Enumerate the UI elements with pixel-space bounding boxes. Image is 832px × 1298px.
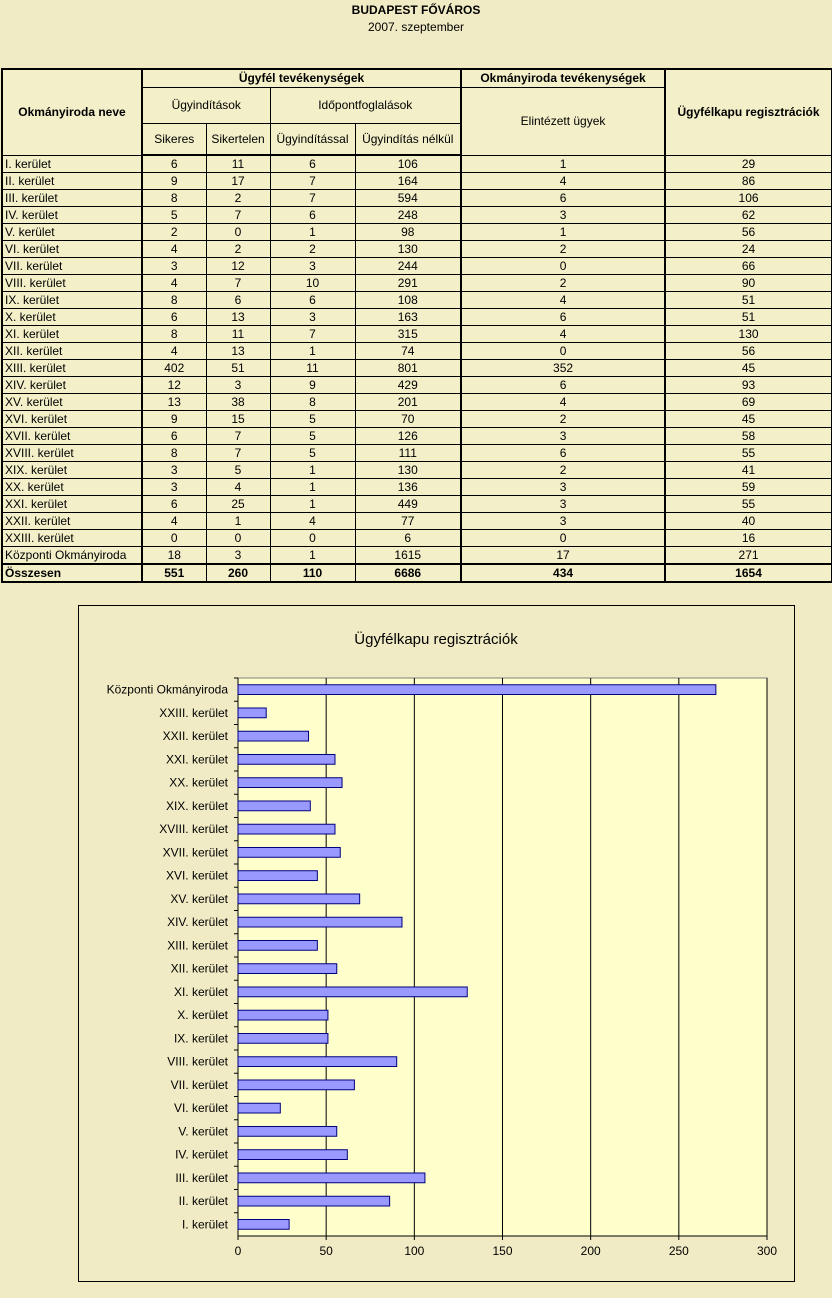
y-tick-label: XV. kerület <box>170 891 228 906</box>
table-cell: 8 <box>142 190 206 207</box>
table-cell: 315 <box>355 326 461 343</box>
table-cell: 136 <box>355 479 461 496</box>
y-tick-label: V. kerület <box>178 1124 228 1139</box>
table-cell: 4 <box>270 513 355 530</box>
table-cell: 51 <box>206 360 270 377</box>
x-tick-label: 100 <box>404 1244 425 1258</box>
table-cell: 5 <box>270 445 355 462</box>
table-cell: 66 <box>665 258 832 275</box>
header-office-activities: Okmányiroda tevékenységek <box>461 69 665 87</box>
table-cell: 1 <box>270 547 355 565</box>
table-cell: 9 <box>142 411 206 428</box>
table-cell: 801 <box>355 360 461 377</box>
bar <box>238 894 360 904</box>
table-cell: 9 <box>142 173 206 190</box>
table-row <box>2 360 832 377</box>
table-cell: 7 <box>206 275 270 292</box>
row-name-cell: XVIII. kerület <box>2 445 142 462</box>
table-cell: 86 <box>665 173 832 190</box>
table-cell: 13 <box>206 343 270 360</box>
table-cell: 7 <box>270 190 355 207</box>
row-name-cell: Összesen <box>2 564 142 582</box>
table-cell: 6 <box>270 155 355 173</box>
x-tick-label: 150 <box>492 1244 513 1258</box>
table-cell: 248 <box>355 207 461 224</box>
table-cell: 1654 <box>665 564 832 582</box>
header-unsuccessful: Sikertelen <box>206 123 270 155</box>
table-cell: 449 <box>355 496 461 513</box>
table-cell: 41 <box>665 462 832 479</box>
bar <box>238 824 335 834</box>
x-tick-label: 200 <box>580 1244 601 1258</box>
table-cell: 51 <box>665 292 832 309</box>
table-cell: 17 <box>461 547 665 565</box>
table-cell: 6 <box>142 428 206 445</box>
chart-container <box>78 605 795 1282</box>
table-cell: 6 <box>461 377 665 394</box>
table-cell: 3 <box>142 462 206 479</box>
header-appointments: Időpontfoglalások <box>270 87 461 123</box>
y-tick-label: XI. kerület <box>173 984 228 999</box>
row-name-cell: XXI. kerület <box>2 496 142 513</box>
table-cell: 7 <box>206 445 270 462</box>
table-cell: 3 <box>206 377 270 394</box>
table-cell: 12 <box>142 377 206 394</box>
table-row <box>2 326 832 343</box>
table-cell: 1 <box>461 224 665 241</box>
table-cell: 402 <box>142 360 206 377</box>
table-cell: 551 <box>142 564 206 582</box>
row-name-cell: II. kerület <box>2 173 142 190</box>
bar <box>238 801 310 811</box>
table-cell: 434 <box>461 564 665 582</box>
table-cell: 6 <box>461 445 665 462</box>
bar <box>238 871 317 881</box>
bar <box>238 1057 397 1067</box>
table-cell: 70 <box>355 411 461 428</box>
table-cell: 2 <box>206 241 270 258</box>
bar <box>238 1080 354 1090</box>
table-cell: 106 <box>665 190 832 207</box>
table-cell: 108 <box>355 292 461 309</box>
bar <box>238 847 340 857</box>
bar-chart <box>79 606 794 1281</box>
y-tick-label: XX. kerület <box>169 775 228 790</box>
table-cell: 1 <box>206 513 270 530</box>
y-tick-label: XII. kerület <box>170 961 228 976</box>
header-initiations: Ügyindítások <box>142 87 270 123</box>
table-cell: 0 <box>142 530 206 547</box>
header-successful: Sikeres <box>142 123 206 155</box>
table-cell: 6 <box>461 309 665 326</box>
bar <box>238 917 402 927</box>
table-row <box>2 241 832 258</box>
row-name-cell: XIX. kerület <box>2 462 142 479</box>
row-name-cell: VII. kerület <box>2 258 142 275</box>
table-cell: 0 <box>270 530 355 547</box>
table-cell: 11 <box>206 326 270 343</box>
table-row <box>2 496 832 513</box>
table-cell: 1615 <box>355 547 461 565</box>
table-row <box>2 292 832 309</box>
table-cell: 5 <box>142 207 206 224</box>
table-cell: 90 <box>665 275 832 292</box>
table-cell: 352 <box>461 360 665 377</box>
table-cell: 0 <box>461 530 665 547</box>
table-cell: 18 <box>142 547 206 565</box>
table-cell: 51 <box>665 309 832 326</box>
table-row <box>2 155 832 173</box>
header-with-initiation: Ügyindítással <box>270 123 355 155</box>
table-row <box>2 343 832 360</box>
table-cell: 429 <box>355 377 461 394</box>
table-cell: 25 <box>206 496 270 513</box>
table-body <box>2 155 832 582</box>
table-cell: 2 <box>461 411 665 428</box>
bar <box>238 1150 347 1160</box>
y-tick-label: XXII. kerület <box>162 729 228 744</box>
y-tick-label: XIII. kerület <box>167 938 228 953</box>
table-cell: 13 <box>206 309 270 326</box>
row-name-cell: XV. kerület <box>2 394 142 411</box>
table-cell: 45 <box>665 360 832 377</box>
x-tick-label: 300 <box>756 1244 778 1258</box>
table-cell: 5 <box>270 428 355 445</box>
table-cell: 93 <box>665 377 832 394</box>
y-tick-label: IV. kerület <box>175 1147 228 1162</box>
y-tick-label: I. kerület <box>181 1217 228 1232</box>
y-tick-label: II. kerület <box>178 1194 228 1209</box>
table-row <box>2 462 832 479</box>
table-cell: 4 <box>461 292 665 309</box>
y-tick-label: Központi Okmányiroda <box>106 682 228 697</box>
table-cell: 7 <box>206 207 270 224</box>
row-name-cell: XI. kerület <box>2 326 142 343</box>
table-cell: 4 <box>142 343 206 360</box>
table-cell: 3 <box>142 479 206 496</box>
y-tick-label: X. kerület <box>177 1008 228 1023</box>
table-row <box>2 190 832 207</box>
table-cell: 4 <box>461 173 665 190</box>
row-name-cell: VI. kerület <box>2 241 142 258</box>
table-cell: 55 <box>665 445 832 462</box>
y-tick-label: XXI. kerület <box>165 752 228 767</box>
y-tick-label: III. kerület <box>175 1170 228 1185</box>
table-row <box>2 445 832 462</box>
header-settled-cases: Elintézett ügyek <box>461 87 665 155</box>
table-cell: 8 <box>270 394 355 411</box>
row-name-cell: V. kerület <box>2 224 142 241</box>
table-row <box>2 224 832 241</box>
bar <box>238 987 467 997</box>
table-cell: 74 <box>355 343 461 360</box>
table-cell: 594 <box>355 190 461 207</box>
table-cell: 260 <box>206 564 270 582</box>
y-tick-label: VI. kerület <box>173 1101 228 1116</box>
y-tick-label: XIX. kerület <box>165 798 228 813</box>
table-cell: 69 <box>665 394 832 411</box>
table-row <box>2 394 832 411</box>
table-cell: 38 <box>206 394 270 411</box>
table-cell: 1 <box>270 479 355 496</box>
row-name-cell: XVI. kerület <box>2 411 142 428</box>
table-cell: 6 <box>142 309 206 326</box>
table-cell: 3 <box>270 309 355 326</box>
row-name-cell: X. kerület <box>2 309 142 326</box>
y-tick-label: XVIII. kerület <box>159 822 228 837</box>
bar <box>238 1103 280 1113</box>
table-cell: 3 <box>461 479 665 496</box>
table-cell: 45 <box>665 411 832 428</box>
table-cell: 126 <box>355 428 461 445</box>
table-cell: 6 <box>461 190 665 207</box>
x-tick-label: 250 <box>668 1244 689 1258</box>
table-row <box>2 377 832 394</box>
table-row <box>2 309 832 326</box>
table-cell: 8 <box>142 292 206 309</box>
table-cell: 6 <box>270 292 355 309</box>
table-cell: 15 <box>206 411 270 428</box>
table-row <box>2 513 832 530</box>
table-cell: 59 <box>665 479 832 496</box>
table-cell: 291 <box>355 275 461 292</box>
table-cell: 3 <box>461 496 665 513</box>
table-cell: 1 <box>270 496 355 513</box>
bar <box>238 1196 390 1206</box>
bar <box>238 1033 328 1043</box>
table-cell: 3 <box>461 207 665 224</box>
table-cell: 8 <box>142 326 206 343</box>
table-cell: 111 <box>355 445 461 462</box>
row-name-cell: XXIII. kerület <box>2 530 142 547</box>
table-cell: 0 <box>461 258 665 275</box>
row-name-cell: XII. kerület <box>2 343 142 360</box>
table-cell: 0 <box>206 530 270 547</box>
y-tick-label: XXIII. kerület <box>159 705 228 720</box>
table-cell: 8 <box>142 445 206 462</box>
table-cell: 5 <box>270 411 355 428</box>
table-cell: 1 <box>270 462 355 479</box>
table-cell: 62 <box>665 207 832 224</box>
table-row <box>2 479 832 496</box>
table-cell: 77 <box>355 513 461 530</box>
table-cell: 16 <box>665 530 832 547</box>
table-cell: 2 <box>461 275 665 292</box>
table-cell: 4 <box>142 241 206 258</box>
row-name-cell: VIII. kerület <box>2 275 142 292</box>
x-tick-label: 50 <box>319 1244 333 1258</box>
header-without-initiation: Ügyindítás nélkül <box>355 123 461 155</box>
table-cell: 2 <box>461 462 665 479</box>
bar <box>238 778 342 788</box>
row-name-cell: III. kerület <box>2 190 142 207</box>
table-cell: 0 <box>461 343 665 360</box>
header-client-activities: Ügyfél tevékenységek <box>142 69 461 87</box>
table-cell: 24 <box>665 241 832 258</box>
table-cell: 1 <box>270 224 355 241</box>
table-cell: 7 <box>270 326 355 343</box>
table-cell: 58 <box>665 428 832 445</box>
table-cell: 130 <box>355 241 461 258</box>
table-cell: 13 <box>142 394 206 411</box>
table-cell: 130 <box>355 462 461 479</box>
table-cell: 7 <box>270 173 355 190</box>
table-cell: 3 <box>142 258 206 275</box>
bar <box>238 708 266 718</box>
table-row <box>2 258 832 275</box>
row-name-cell: Központi Okmányiroda <box>2 547 142 565</box>
row-name-cell: I. kerület <box>2 155 142 173</box>
table-row <box>2 530 832 547</box>
table-cell: 6 <box>355 530 461 547</box>
x-tick-label: 0 <box>234 1244 242 1258</box>
table-cell: 6 <box>206 292 270 309</box>
table-cell: 55 <box>665 496 832 513</box>
header-gate-registrations: Ügyfélkapu regisztrációk <box>665 69 832 155</box>
y-tick-label: VIII. kerület <box>167 1054 228 1069</box>
table-cell: 40 <box>665 513 832 530</box>
table-cell: 271 <box>665 547 832 565</box>
table-total-row <box>2 564 832 582</box>
y-tick-label: IX. kerület <box>173 1031 228 1046</box>
table-cell: 2 <box>461 241 665 258</box>
table-cell: 3 <box>461 428 665 445</box>
table-cell: 9 <box>270 377 355 394</box>
bar <box>238 1010 328 1020</box>
table-cell: 4 <box>461 394 665 411</box>
y-tick-label: XIV. kerület <box>167 915 228 930</box>
table-cell: 6 <box>142 155 206 173</box>
page-title: BUDAPEST FŐVÁROS <box>351 3 481 17</box>
table-cell: 56 <box>665 224 832 241</box>
table-cell: 4 <box>206 479 270 496</box>
table-cell: 2 <box>206 190 270 207</box>
table-cell: 1 <box>270 343 355 360</box>
page-subtitle: 2007. szeptember <box>367 20 465 34</box>
bar <box>238 940 317 950</box>
row-name-cell: XIV. kerület <box>2 377 142 394</box>
y-tick-label: XVI. kerület <box>165 868 228 883</box>
y-tick-label: XVII. kerület <box>162 845 228 860</box>
table-cell: 11 <box>206 155 270 173</box>
table-cell: 110 <box>270 564 355 582</box>
table-cell: 106 <box>355 155 461 173</box>
table-cell: 3 <box>270 258 355 275</box>
table-row <box>2 207 832 224</box>
table-cell: 6 <box>270 207 355 224</box>
table-cell: 4 <box>461 326 665 343</box>
table-cell: 130 <box>665 326 832 343</box>
table-cell: 5 <box>206 462 270 479</box>
bar <box>238 731 309 741</box>
table-cell: 2 <box>142 224 206 241</box>
row-name-cell: XVII. kerület <box>2 428 142 445</box>
bar <box>238 754 335 764</box>
table-cell: 6686 <box>355 564 461 582</box>
bar <box>238 1173 425 1183</box>
table-row <box>2 275 832 292</box>
table-row <box>2 428 832 445</box>
table-cell: 0 <box>206 224 270 241</box>
statistics-table <box>1 68 832 583</box>
table-cell: 12 <box>206 258 270 275</box>
table-cell: 1 <box>461 155 665 173</box>
table-cell: 3 <box>461 513 665 530</box>
table-cell: 7 <box>206 428 270 445</box>
row-name-cell: XX. kerület <box>2 479 142 496</box>
table-cell: 56 <box>665 343 832 360</box>
table-cell: 244 <box>355 258 461 275</box>
table-cell: 4 <box>142 513 206 530</box>
table-cell: 3 <box>206 547 270 565</box>
table-cell: 163 <box>355 309 461 326</box>
y-tick-label: VII. kerület <box>170 1077 228 1092</box>
table-cell: 11 <box>270 360 355 377</box>
table-cell: 29 <box>665 155 832 173</box>
table-cell: 17 <box>206 173 270 190</box>
row-name-cell: XXII. kerület <box>2 513 142 530</box>
table-cell: 201 <box>355 394 461 411</box>
table-cell: 164 <box>355 173 461 190</box>
table-cell: 98 <box>355 224 461 241</box>
table-row <box>2 173 832 190</box>
bar <box>238 1126 337 1136</box>
chart-title: Ügyfélkapu regisztrációk <box>354 631 518 648</box>
header-office-name: Okmányiroda neve <box>2 69 142 155</box>
table-cell: 4 <box>142 275 206 292</box>
table-cell: 2 <box>270 241 355 258</box>
table-row <box>2 411 832 428</box>
row-name-cell: IV. kerület <box>2 207 142 224</box>
bar <box>238 1219 289 1229</box>
row-name-cell: IX. kerület <box>2 292 142 309</box>
table-cell: 6 <box>142 496 206 513</box>
table-row <box>2 547 832 565</box>
table-cell: 10 <box>270 275 355 292</box>
bar <box>238 685 716 695</box>
row-name-cell: XIII. kerület <box>2 360 142 377</box>
bar <box>238 964 337 974</box>
